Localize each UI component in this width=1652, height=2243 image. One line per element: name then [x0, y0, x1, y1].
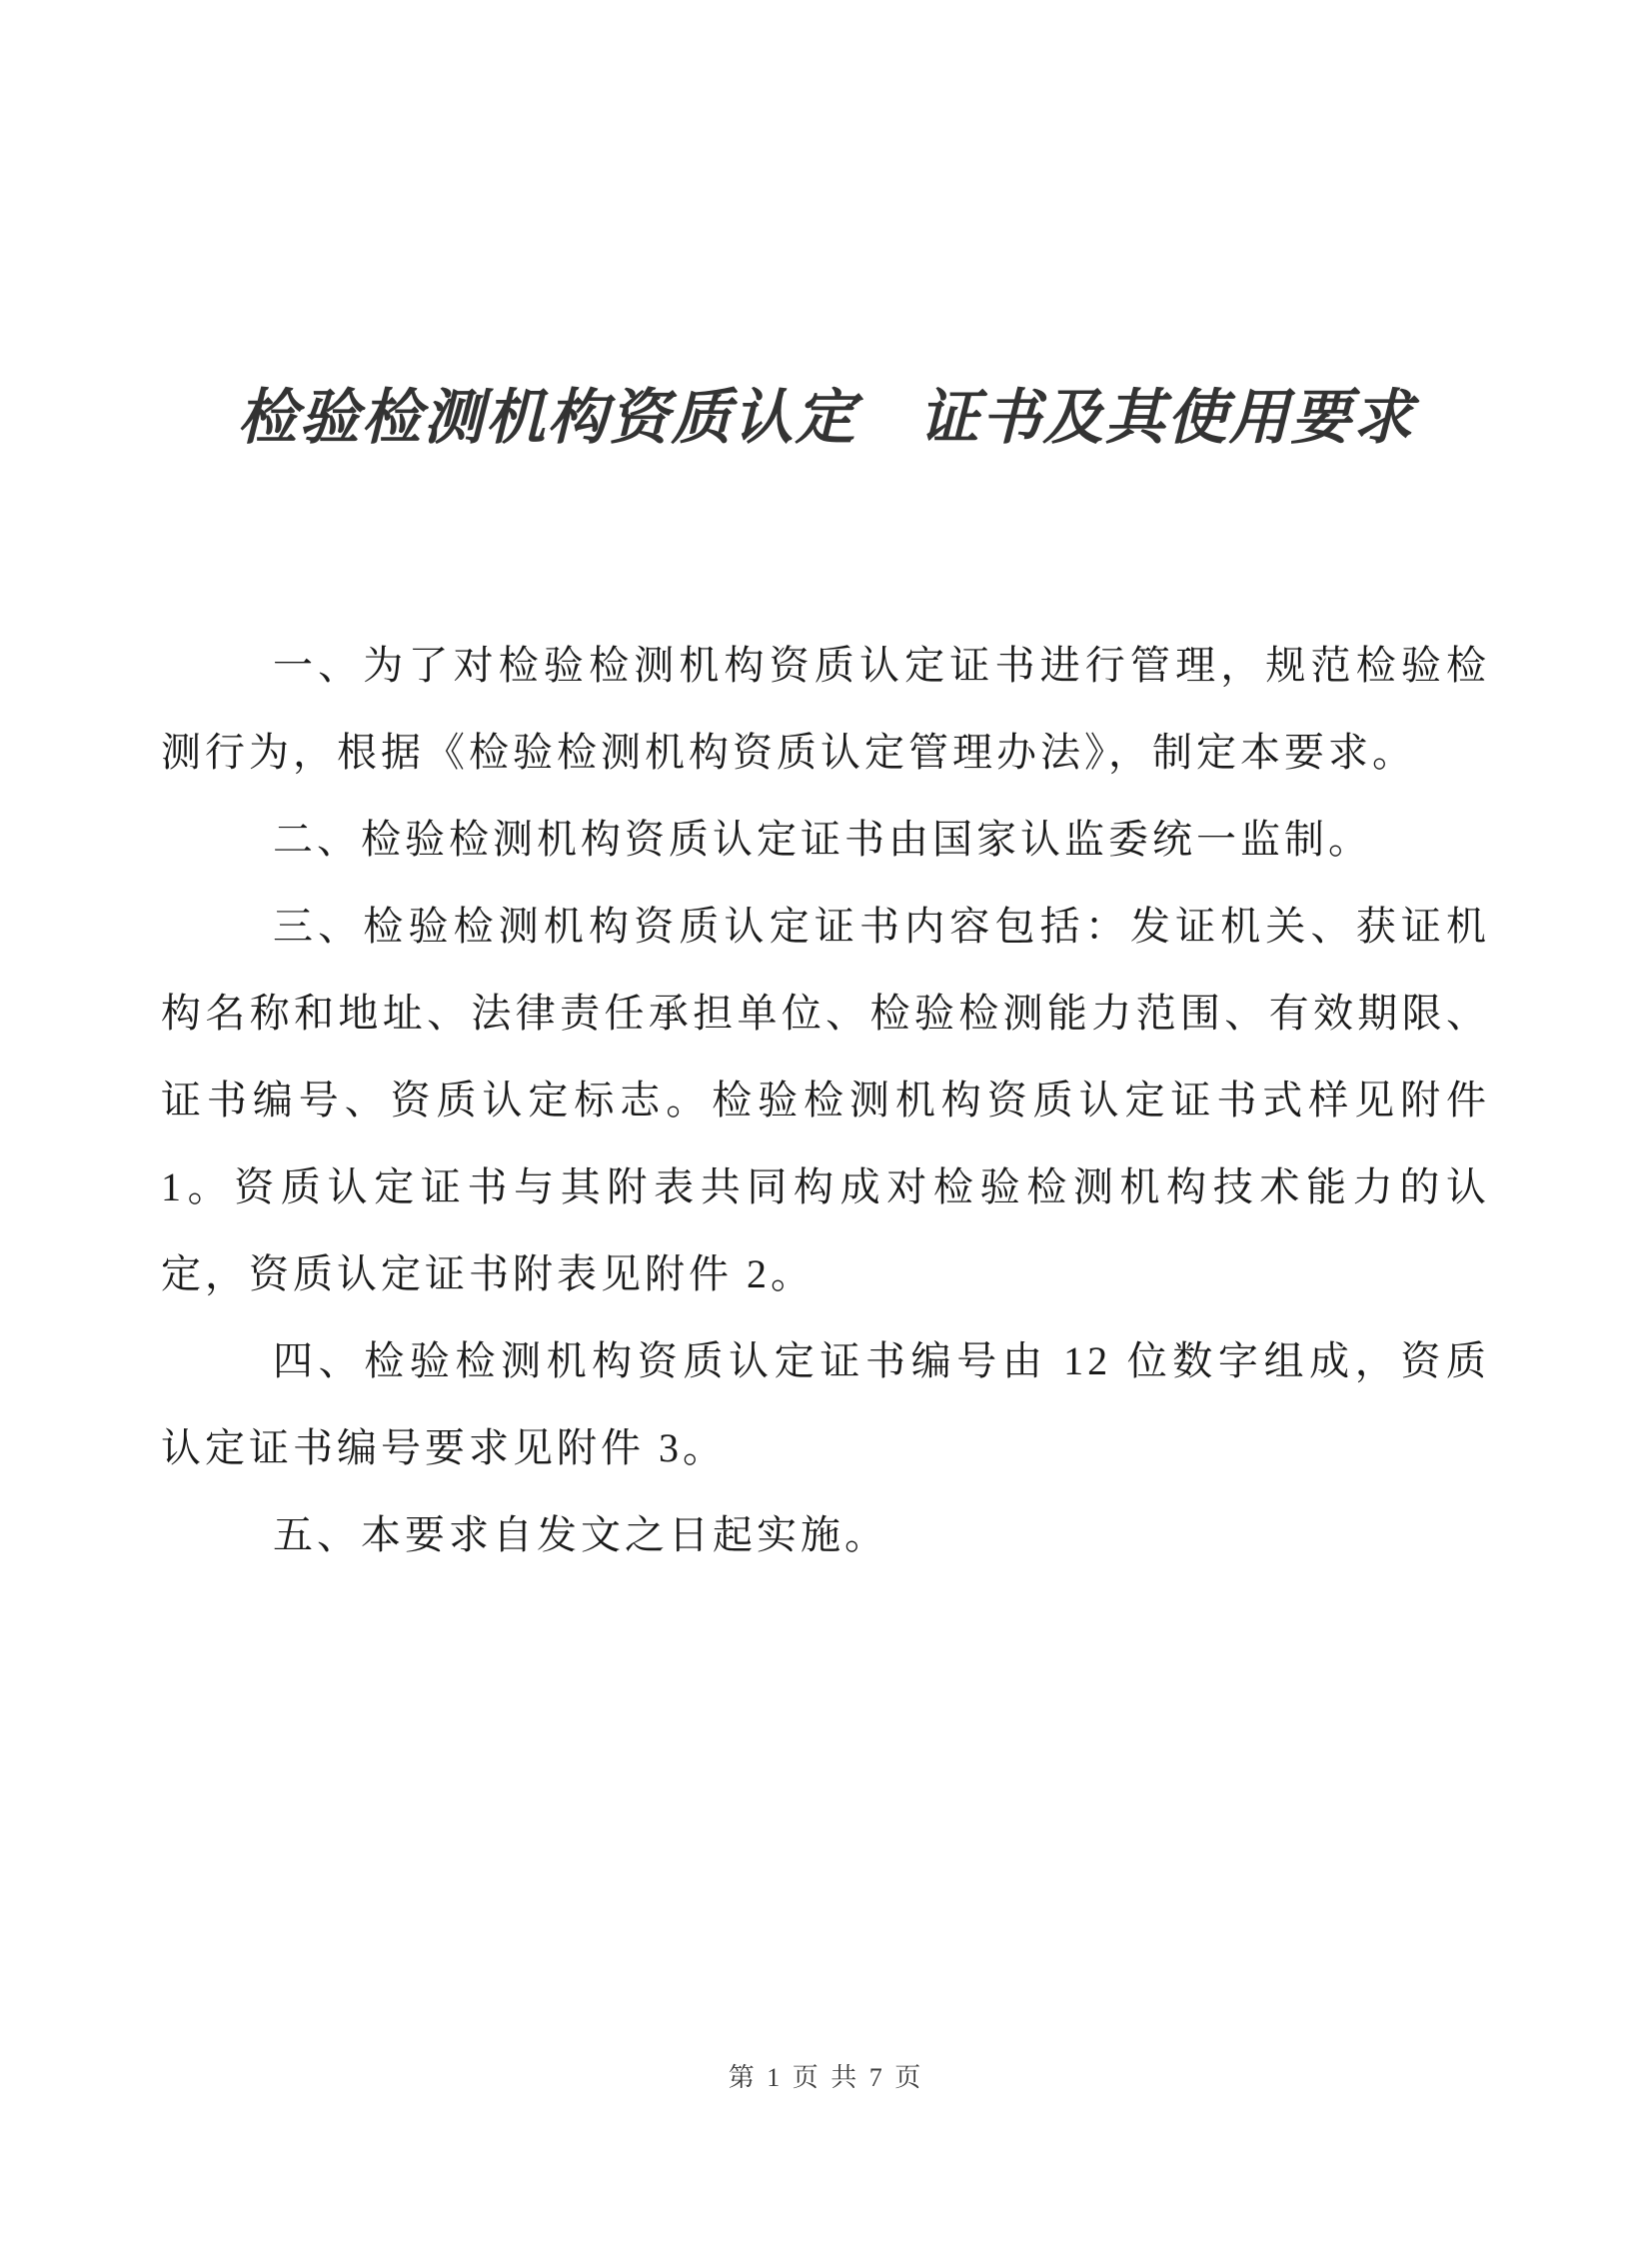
paragraph-1: 一、为了对检验检测机构资质认定证书进行管理，规范检验检测行为，根据《检验检测机构资质认定管理办法》，制定本要求。	[161, 643, 1490, 775]
paragraph-4: 四、检验检测机构资质认定证书编号由 12 位数字组成，资质认定证书编号要求见附件 3。	[161, 1338, 1490, 1470]
paragraph-3: 三、检验检测机构资质认定证书内容包括：发证机关、获证机构名称和地址、法律责任承担单位、检验检测能力范围、有效期限、证书编号、资质认定标志。检验检测机构资质认定证书式样见附件 1。资质认定证书与其附表共同构成对检验检测机构技术能力的认定，资质认定证书附表见附件 2。	[161, 904, 1490, 1296]
document-body	[161, 622, 1490, 1578]
paragraph-5: 五、本要求自发文之日起实施。	[273, 1512, 888, 1557]
document-title: 检验检测机构资质认定 证书及其使用要求	[237, 383, 1415, 453]
page-number-text: 第 1 页 共 7 页	[728, 2063, 924, 2092]
page-footer	[0, 2057, 1652, 2094]
paragraph-2: 二、检验检测机构资质认定证书由国家认监委统一监制。	[273, 817, 1372, 862]
